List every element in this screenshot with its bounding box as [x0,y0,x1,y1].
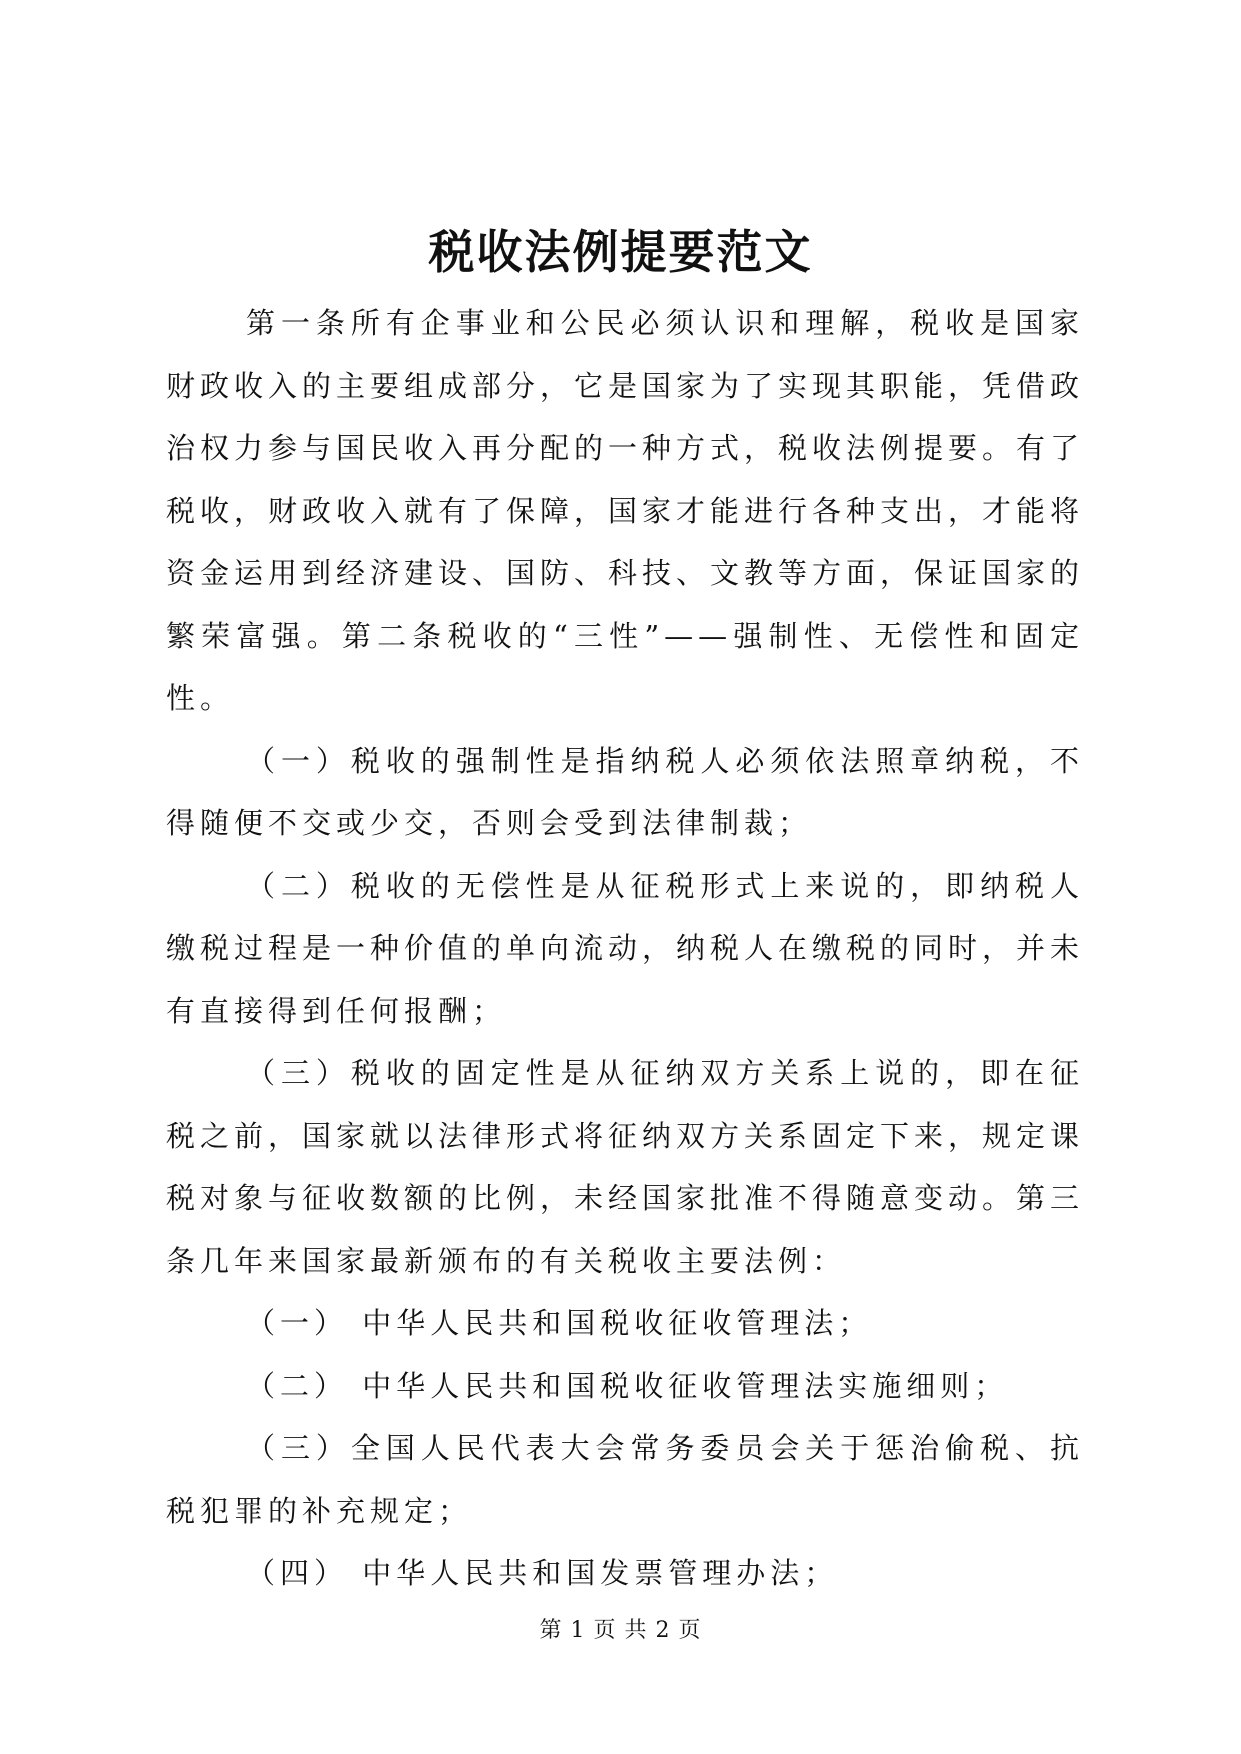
page-footer: 第 1 页 共 2 页 [539,1618,702,1643]
law-list-item-3: （三）全国人民代表大会常务委员会关于惩治偷税、抗税犯罪的补充规定； [166,1431,1084,1528]
paragraph-article-1: 第一条所有企事业和公民必须认识和理解，税收是国家财政收入的主要组成部分，它是国家为了实现其职能，凭借政治权力参与国民收入再分配的一种方式，税收法例提要。有了税收，财政收入就有了保障，国家才能进行各种支出，才能将资金运用到经济建设、国防、科技、文教等方面，保证国家的繁荣富强。第二条税收的“三性”——强制性、无偿性和固定性。 [166,306,1085,715]
law-list-item-1: （一） 中华人民共和国税收征收管理法； [246,1306,873,1340]
law-list-item-4: （四） 中华人民共和国发票管理办法； [246,1556,839,1590]
law-list-item-2: （二） 中华人民共和国税收征收管理法实施细则； [246,1368,1009,1403]
paragraph-item-2: （二）税收的无偿性是从征税形式上来说的，即纳税人缴税过程是一种价值的单向流动，纳税人在缴税的同时，并未有直接得到任何报酬； [166,868,1085,1028]
paragraph-item-1: （一）税收的强制性是指纳税人必须依法照章纳税，不得随便不交或少交，否则会受到法律制裁； [166,743,1084,840]
paragraph-item-3: （三）税收的固定性是从征纳双方关系上说的，即在征税之前，国家就以法律形式将征纳双方关系固定下来，规定课税对象与征收数额的比例，未经国家批准不得随意变动。第三条几年来国家最新颁布的有关税收主要法例： [166,1056,1085,1278]
document-title: 税收法例提要范文 [428,225,813,279]
document-body [166,292,1084,1605]
